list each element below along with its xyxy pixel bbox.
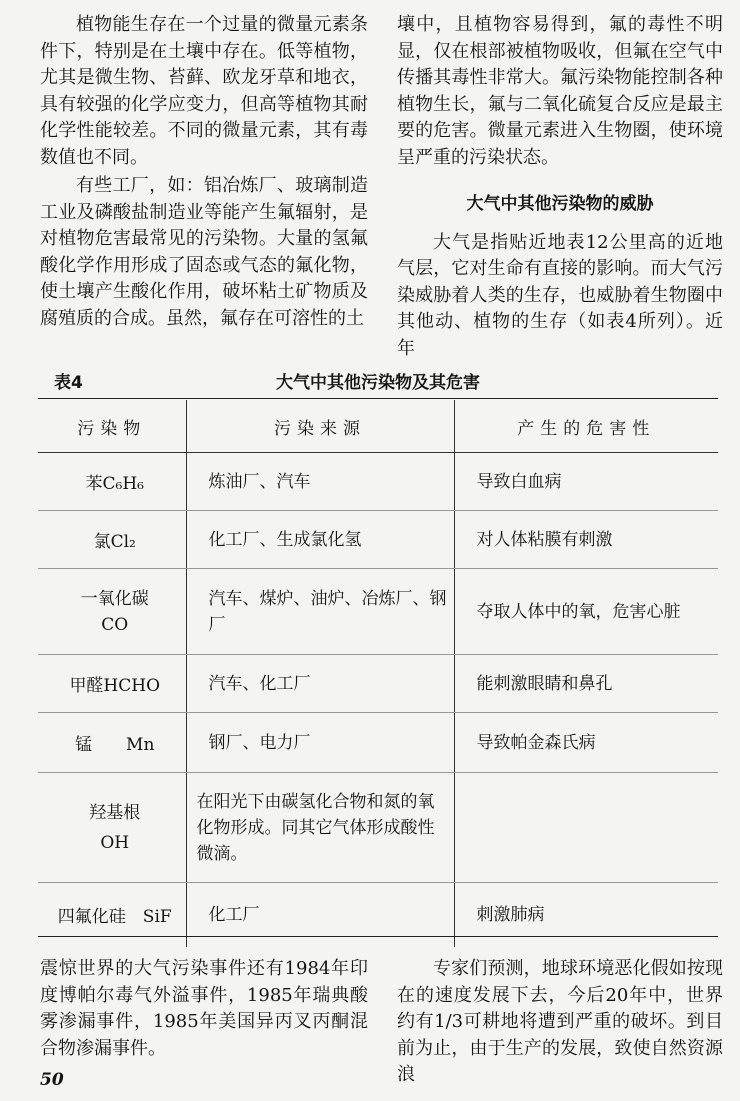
- pollutants-table: [38, 400, 718, 947]
- pollutant-harm: 导致白血病: [454, 453, 718, 511]
- table-row: [38, 713, 718, 773]
- paragraph-expert-forecast: 专家们预测，地球环境恶化假如按现在的速度发展下去，今后20年中，世界约有1/3可耕地将遭到严重的破坏。到目前为止，由于生产的发展，致使自然资源浪: [397, 958, 723, 1085]
- pollutant-source: 汽车、化工厂: [186, 655, 454, 713]
- pollutant-name: 羟基根 OH: [38, 773, 186, 883]
- top-left-column: [40, 12, 368, 332]
- table-top-rule: [38, 398, 718, 399]
- header-harm: 产生的危害性: [454, 400, 718, 453]
- paragraph-fluoride-factories: 有些工厂，如：铝冶炼厂、玻璃制造工业及磷酸盐制造业等能产生氟辐射，是对植物危害最常见的污染物。大量的氢氟酸化学作用形成了固态或气态的氟化物，使土壤产生酸化作用，破坏粘土矿物质及腐殖质的合成。虽然，氟存在可溶性的土: [40, 175, 368, 329]
- pollutant-name: 锰 Mn: [38, 713, 186, 773]
- pollutant-name: 四氟化硅 SiF: [57, 907, 172, 928]
- table-caption: [38, 366, 718, 394]
- table-row: [38, 511, 718, 569]
- paragraph-atmosphere: 大气是指贴近地表12公里高的近地气层，它对生命有直接的影响。而大气污染威胁着人类的生存，也威胁着生物圈中其他动、植物的生存（如表4所列）。近年: [397, 231, 723, 359]
- pollutant-harm: [454, 773, 718, 883]
- pollutant-source: 化工厂、生成氯化氢: [186, 511, 454, 569]
- paragraph-trace-elements: 植物能生存在一个过量的微量元素条件下，特别是在土壤中存在。低等植物，尤其是微生物、苔藓、欧龙牙草和地衣，具有较强的化学应变力，但高等植物其耐化学性能较差。不同的微量元素，其有毒数值也不同。: [40, 14, 368, 168]
- pollutant-source: 在阳光下由碳氢化合物和氮的氧化物形成。同其它气体形成酸性微滴。: [186, 773, 454, 883]
- pollutant-name: 苯C₆H₆: [38, 453, 186, 511]
- pollutant-source: 汽车、煤炉、油炉、冶炼厂、钢厂: [186, 569, 454, 655]
- table-row: [38, 569, 718, 655]
- pollutant-name: 氯Cl₂: [38, 511, 186, 569]
- pollutant-source: 钢厂、电力厂: [186, 713, 454, 773]
- pollutant-harm: 夺取人体中的氧，危害心脏: [454, 569, 718, 655]
- pollutant-harm: 导致帕金森氏病: [454, 713, 718, 773]
- paragraph-pollution-events: 震惊世界的大气污染事件还有1984年印度博帕尔毒气外溢事件，1985年瑞典酸雾渗漏事件，1985年美国异丙叉丙酮混合物渗漏事件。: [40, 958, 368, 1059]
- header-pollutant: 污染物: [38, 400, 186, 453]
- bottom-left-column: [40, 956, 368, 1062]
- bottom-right-column: [397, 956, 723, 1089]
- pollutant-source: 化工厂: [186, 883, 454, 947]
- table-row: [38, 773, 718, 883]
- pollutant-name: 甲醛HCHO: [38, 655, 186, 713]
- pollutant-source: 炼油厂、汽车: [186, 453, 454, 511]
- pollutant-harm: 能刺激眼睛和鼻孔: [454, 655, 718, 713]
- header-source: 污染来源: [186, 400, 454, 453]
- pollutant-name: 一氧化碳 CO: [38, 569, 186, 655]
- section-heading: 大气中其他污染物的威胁: [466, 194, 654, 214]
- table-bottom-rule: [38, 936, 718, 937]
- table-title: 大气中其他污染物及其危害: [276, 373, 480, 393]
- pollutant-harm: 刺激肺病: [454, 883, 718, 947]
- table-number: 表4: [54, 373, 83, 393]
- page-number: 50: [40, 1070, 64, 1090]
- table-row: [38, 453, 718, 511]
- pollutant-harm: 对人体粘膜有刺激: [454, 511, 718, 569]
- top-right-column: [397, 12, 723, 362]
- table-row: [38, 655, 718, 713]
- table-header-row: [38, 400, 718, 453]
- paragraph-fluoride-continued: 壤中，且植物容易得到，氟的毒性不明显，仅在根部被植物吸收，但氟在空气中传播其毒性非常大。氟污染物能控制各种植物生长，氟与二氧化硫复合反应是最主要的危害。微量元素进入生物圈，使环境呈严重的污染状态。: [397, 14, 723, 168]
